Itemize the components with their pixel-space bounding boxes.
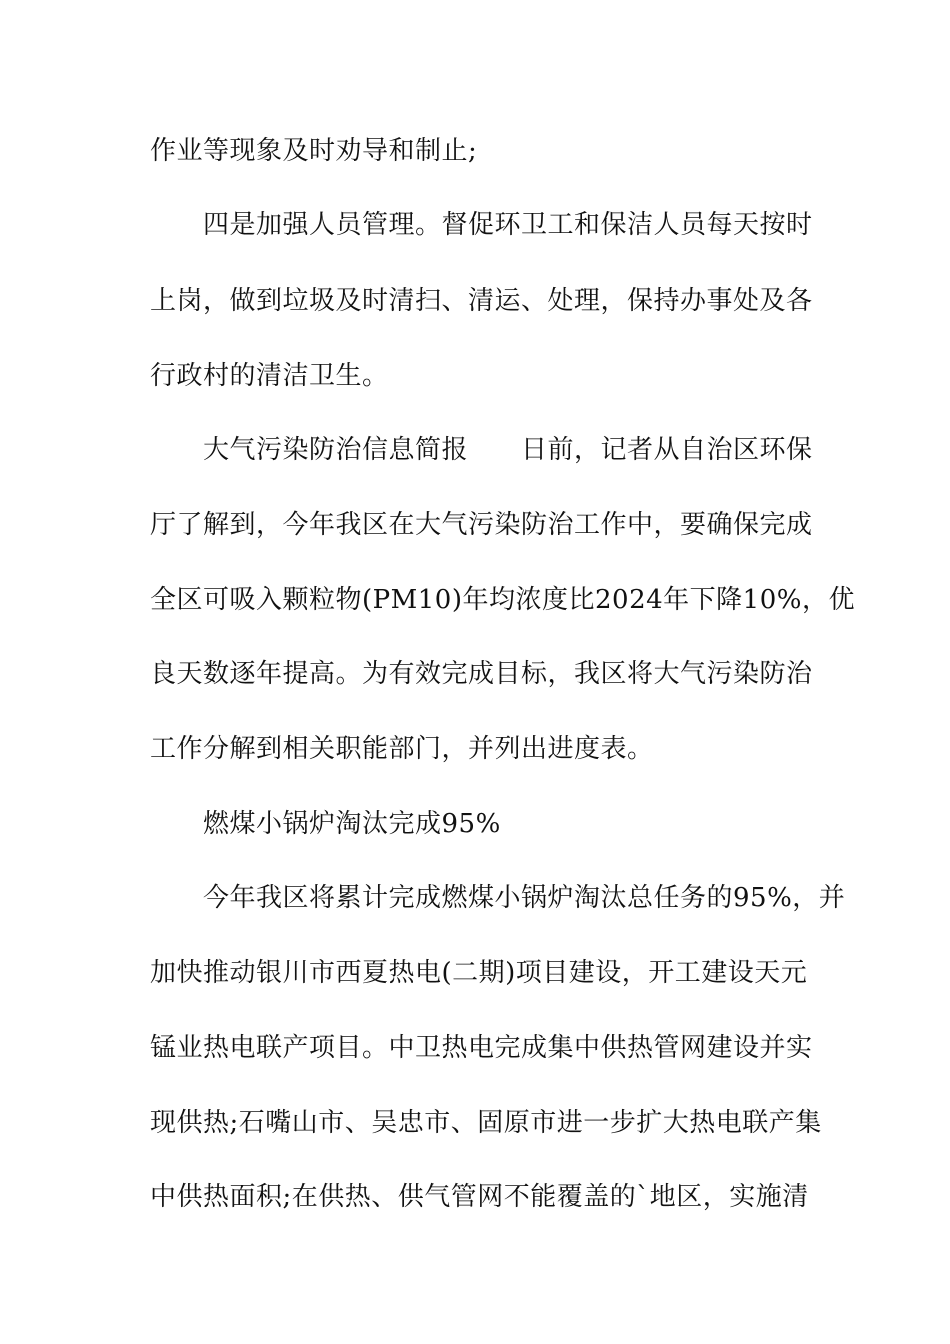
text-line: 行政村的清洁卫生。 bbox=[150, 361, 389, 391]
text-line: 加快推动银川市西夏热电(二期)项目建设，开工建设天元 bbox=[150, 958, 808, 988]
text-line: 中供热面积;在供热、供气管网不能覆盖的`地区，实施清 bbox=[150, 1182, 809, 1212]
text-line: 上岗，做到垃圾及时清扫、清运、处理，保持办事处及各 bbox=[150, 286, 813, 316]
text-line: 全区可吸入颗粒物(PM10)年均浓度比2024年下降10%，优 bbox=[150, 585, 855, 615]
text-line: 锰业热电联产项目。中卫热电完成集中供热管网建设并实 bbox=[150, 1033, 813, 1063]
text-line: 大气污染防治信息简报 日前，记者从自治区环保 bbox=[203, 435, 813, 465]
text-line: 工作分解到相关职能部门，并列出进度表。 bbox=[150, 734, 654, 764]
text-line: 良天数逐年提高。为有效完成目标，我区将大气污染防治 bbox=[150, 659, 813, 689]
section-heading: 燃煤小锅炉淘汰完成95% bbox=[203, 809, 501, 839]
text-line: 今年我区将累计完成燃煤小锅炉淘汰总任务的95%，并 bbox=[203, 883, 846, 913]
text-line: 厅了解到，今年我区在大气污染防治工作中，要确保完成 bbox=[150, 510, 813, 540]
text-line: 作业等现象及时劝导和制止; bbox=[150, 136, 478, 166]
text-line: 四是加强人员管理。督促环卫工和保洁人员每天按时 bbox=[203, 210, 813, 240]
text-line: 现供热;石嘴山市、吴忠市、固原市进一步扩大热电联产集 bbox=[150, 1108, 822, 1138]
